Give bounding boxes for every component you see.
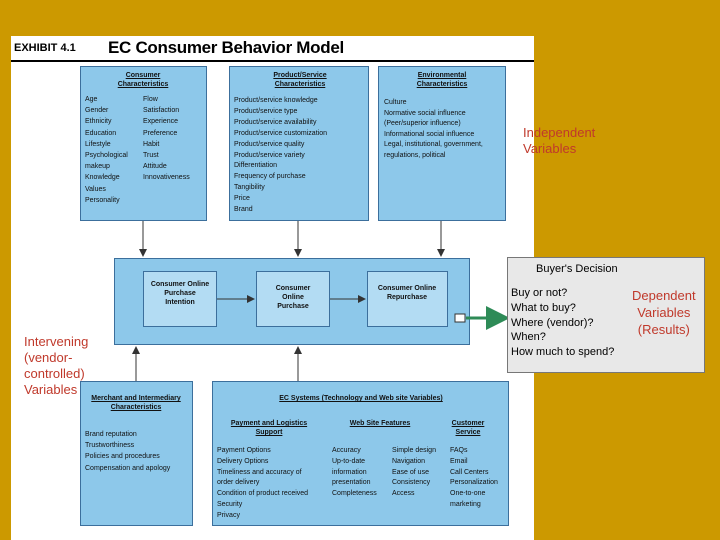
- list-item: Gender: [85, 107, 109, 115]
- list-item: Personalization: [450, 479, 498, 487]
- list-item: (Peer/superior influence): [384, 120, 461, 127]
- list-item: information: [332, 468, 367, 476]
- list-item: Ease of use: [392, 468, 429, 476]
- exhibit-title: EC Consumer Behavior Model: [108, 38, 344, 57]
- stage-online-purchase-label: Consumer Online Purchase: [275, 285, 311, 310]
- list-item: Knowledge: [85, 174, 120, 182]
- buyers-decision-title: Buyer's Decision: [536, 263, 618, 275]
- list-item: Compensation and apology: [85, 464, 171, 472]
- environmental-title: Environmental Characteristics: [416, 72, 468, 88]
- list-item: Product/service customization: [234, 129, 327, 137]
- list-item: Brand: [234, 206, 253, 214]
- website-features-title: Web Site Features: [349, 420, 411, 427]
- list-item: Experience: [143, 118, 179, 126]
- list-item: Email: [450, 457, 468, 465]
- list-item: Tangibility: [234, 184, 265, 192]
- list-item: Ethnicity: [85, 118, 112, 126]
- list-item: Attitude: [143, 163, 167, 171]
- list-item: Consistency: [392, 479, 431, 487]
- list-item: makeup: [85, 163, 110, 171]
- question-item: When?: [511, 331, 546, 344]
- list-item: marketing: [450, 500, 481, 508]
- list-item: Psychological: [85, 152, 128, 160]
- list-item: order delivery: [217, 479, 260, 487]
- list-item: Brand reputation: [85, 431, 137, 438]
- list-item: Values: [85, 185, 106, 193]
- list-item: Product/service knowledge: [234, 97, 318, 104]
- list-item: presentation: [332, 479, 371, 487]
- list-item: Navigation: [392, 457, 426, 465]
- list-item: regulations, political: [384, 151, 446, 159]
- list-item: Flow: [143, 96, 158, 103]
- list-item: Age: [85, 96, 98, 103]
- stage-online-repurchase-label: Consumer Online Repurchase: [377, 285, 437, 301]
- list-item: Normative social influence: [384, 109, 466, 117]
- list-item: Completeness: [332, 490, 377, 498]
- list-item: Legal, institutional, government,: [384, 141, 483, 148]
- list-item: Up-to-date: [332, 457, 366, 465]
- list-item: Habit: [143, 140, 160, 148]
- list-item: Differentiation: [234, 162, 278, 170]
- merchant-title: Merchant and Intermediary Characteristics: [91, 395, 181, 411]
- list-item: Security: [217, 500, 243, 508]
- list-item: Product/service type: [234, 107, 298, 115]
- list-item: Frequency of purchase: [234, 173, 306, 181]
- list-item: One-to-one: [450, 490, 486, 498]
- list-item: Price: [234, 195, 250, 203]
- list-item: Simple design: [392, 447, 436, 454]
- list-item: Innovativeness: [143, 174, 190, 182]
- list-item: Policies and procedures: [85, 453, 160, 461]
- list-item: Call Centers: [450, 468, 489, 476]
- list-item: Product/service quality: [234, 140, 305, 148]
- list-item: FAQs: [450, 447, 468, 454]
- question-item: How much to spend?: [511, 346, 615, 359]
- list-item: Informational social influence: [384, 130, 475, 138]
- exhibit-label: EXHIBIT 4.1: [14, 42, 76, 54]
- list-item: Culture: [384, 99, 407, 106]
- list-item: Satisfaction: [143, 107, 180, 115]
- consumer-characteristics-title: Consumer Characteristics: [117, 72, 169, 88]
- customer-service-title: Customer Service: [451, 420, 485, 436]
- list-item: Preference: [143, 129, 178, 137]
- list-item: Accuracy: [332, 447, 361, 454]
- list-item: Timeliness and accuracy of: [217, 468, 302, 476]
- list-item: Trustworthiness: [85, 442, 135, 450]
- list-item: Lifestyle: [85, 140, 111, 148]
- ec-systems-title: EC Systems (Technology and Web site Variables): [279, 395, 443, 402]
- dependent-variables-label: Dependent Variables (Results): [632, 288, 696, 337]
- list-item: Education: [85, 129, 117, 137]
- payment-logistics-title: Payment and Logistics Support: [230, 420, 308, 436]
- list-item: Privacy: [217, 511, 240, 519]
- list-item: Personality: [85, 196, 120, 204]
- intervening-variables-label: Intervening (vendor- controlled) Variables: [24, 334, 89, 397]
- stage-purchase-intention-label: Consumer Online Purchase Intention: [150, 281, 210, 306]
- product-service-title: Product/Service Characteristics: [273, 72, 327, 88]
- question-item: Buy or not?: [511, 287, 568, 299]
- question-item: Where (vendor)?: [511, 316, 594, 329]
- list-item: Product/service availability: [234, 118, 317, 126]
- list-item: Payment Options: [217, 447, 271, 454]
- list-item: Trust: [143, 152, 159, 160]
- list-item: Condition of product received: [217, 490, 309, 498]
- buyers-decision-questions: [511, 286, 614, 360]
- list-item: Product/service variety: [234, 151, 305, 159]
- list-item: Access: [392, 490, 415, 498]
- output-connector-block: [455, 314, 465, 322]
- list-item: Delivery Options: [217, 457, 269, 465]
- question-item: What to buy?: [511, 301, 576, 314]
- independent-variables-label: Independent Variables: [523, 125, 596, 156]
